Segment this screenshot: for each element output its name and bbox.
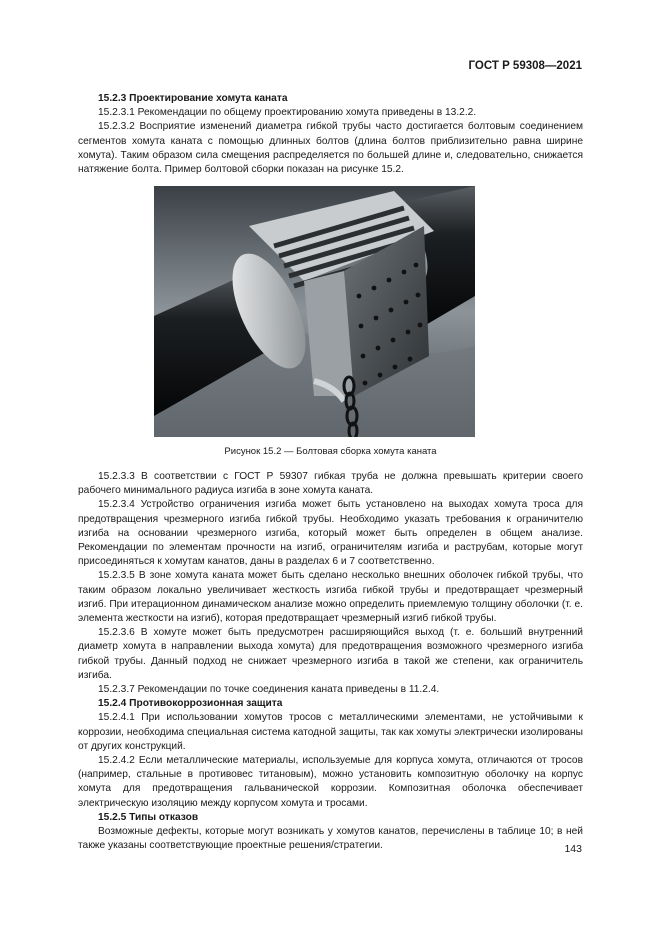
paragraph-15-2-3-1: 15.2.3.1 Рекомендации по общему проектированию хомута приведены в 13.2.2. — [98, 107, 477, 119]
paragraph-15-2-3-3: 15.2.3.3 В соответствии с ГОСТ Р 59307 гибкая труба не должна превышать критерии своего рабочего минимального радиуса изгиба в зоне хомута каната. — [78, 471, 583, 497]
document-id: ГОСТ Р 59308—2021 — [468, 60, 582, 72]
paragraph-15-2-3-2: 15.2.3.2 Восприятие изменений диаметра гибкой трубы часто достигается болтовым соединением сегментов хомута каната с помощью длинных болтов (длина болтов приблизительно равна ширине хомута). Таким образом сила смещения распределяется по большей длине и, следовательно, снижается натяжение болта. Пример болтовой сборки показан на рисунке 15.2. — [78, 121, 583, 176]
heading-15-2-5: 15.2.5 Типы отказов — [98, 811, 199, 823]
paragraph-15-2-3-7: 15.2.3.7 Рекомендации по точке соединения каната приведены в 11.2.4. — [98, 684, 440, 696]
paragraph-15-2-4-2: 15.2.4.2 Если металлические материалы, используемые для корпуса хомута, отличаются от тросов (например, стальные в противовес титановым), можно установить композитную оболочку на корпус хомута для предотвращения гальванической коррозии. Композитная оболочка обеспечивает электрическую изоляцию между корпусом хомута и тросами. — [78, 755, 583, 809]
paragraph-15-2-5: Возможные дефекты, которые могут возникать у хомутов канатов, перечислены в таблице 10; в ней также указаны соответствующие проектные решения/стратегии. — [78, 826, 583, 852]
heading-15-2-4: 15.2.4 Противокоррозионная защита — [98, 698, 283, 710]
figure-caption: Рисунок 15.2 — Болтовая сборка хомута каната — [224, 446, 437, 457]
paragraph-15-2-4-1: 15.2.4.1 При использовании хомутов тросов с металлическими элементами, не устойчивыми к коррозии, необходима специальная система катодной защиты, так как хомуты электрически изолированы от других конструкций. — [78, 712, 583, 752]
bolted-clamp-illustration — [154, 186, 475, 437]
figure-bolted-clamp-photo — [154, 186, 475, 437]
page-number: 143 — [564, 843, 582, 855]
heading-15-2-3: 15.2.3 Проектирование хомута каната — [98, 93, 288, 104]
paragraph-15-2-3-6: 15.2.3.6 В хомуте может быть предусмотрен расширяющийся выход (т. е. больший внутренний диаметр хомута в направлении выхода хомута) для предотвращения возможного чрезмерного изгиба гибкой трубы. Данный подход не снижает чрезмерного изгиба в такой же степени, как ограничитель изгиба. — [78, 627, 583, 681]
paragraph-15-2-3-4: 15.2.3.4 Устройство ограничения изгиба может быть установлено на выходах хомута троса для предотвращения чрезмерного изгиба гибкой трубы. Необходимо указать требования к ограничителю изгиба на основании чрезмерного изгиба, который может быть определен в общем анализе. Рекомендации по элементам прочности на изгиб, ограничителям изгиба и раструбам, которые могут присоединяться к хомутам канатов, даны в разделах 6 и 7 соответственно. — [78, 499, 583, 568]
bottom-text-block — [78, 470, 583, 853]
top-text-block — [78, 92, 583, 177]
paragraph-15-2-3-5: 15.2.3.5 В зоне хомута каната может быть сделано несколько внешних оболочек гибкой трубы, что таким образом локально увеличивает жесткость изгиба гибкой трубы и предотвращает чрезмерный изгиб. При итерационном динамическом анализе можно определить приемлемую толщину оболочки (т. е. элемента жесткости на изгиб), которая предотвращает чрезмерный изгиб гибкой трубы. — [78, 570, 583, 625]
